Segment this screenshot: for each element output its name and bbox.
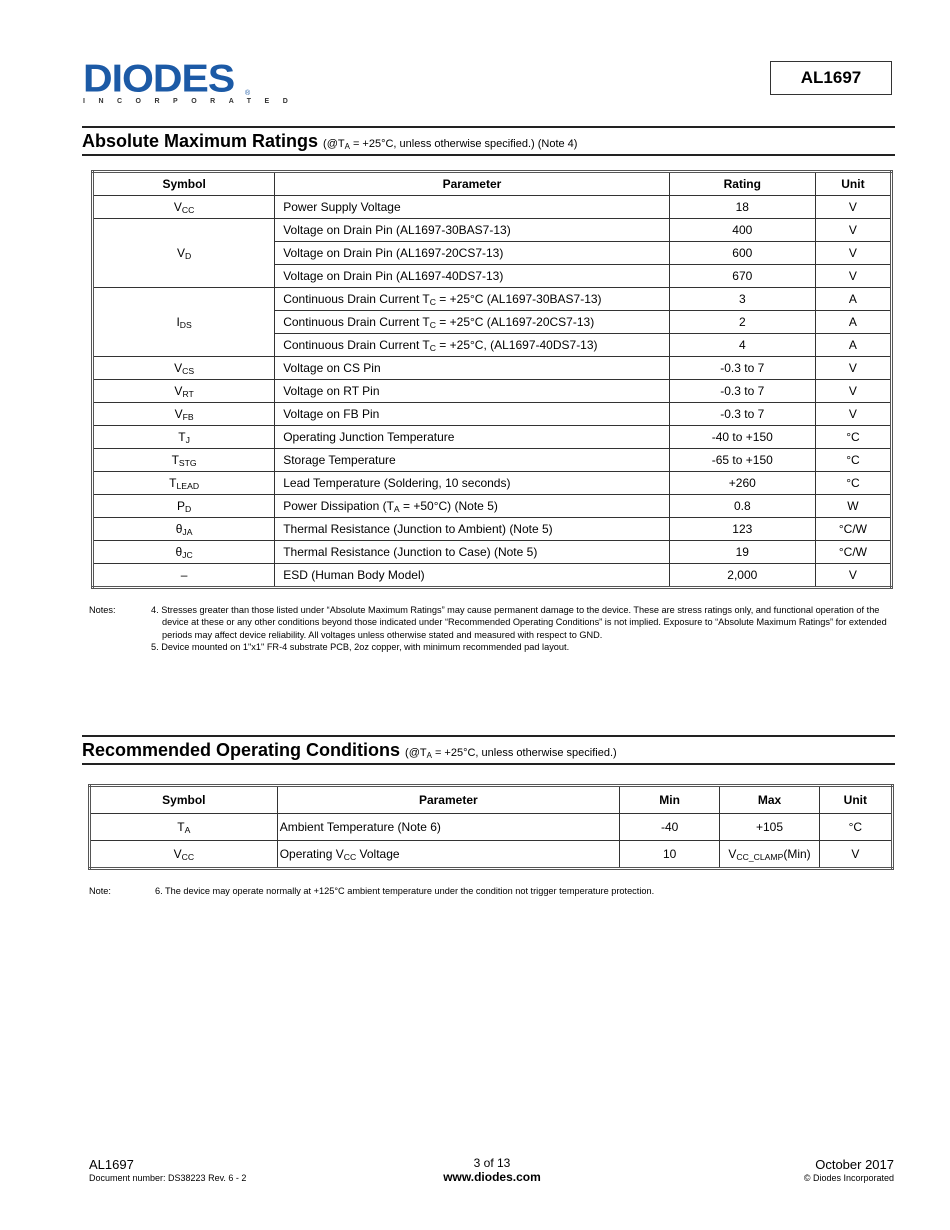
symbol-cell: $\theta_{JC}$ — [93, 541, 275, 564]
symbol-cell: $T_A$ — [90, 814, 278, 841]
rating-cell: 400 — [669, 219, 815, 242]
max-cell: +105 — [720, 814, 819, 841]
symbol-cell: $T_J$ — [93, 426, 275, 449]
abs-max-condition: ($@T_A = +25^\circ C$, unless otherwise specified.) (Note 4) — [323, 138, 578, 151]
table-row — [93, 564, 892, 588]
col-unit: Unit — [815, 172, 891, 196]
parameter-cell: Lead Temperature (Soldering, 10 seconds) — [275, 472, 669, 495]
rating-cell: 18 — [669, 196, 815, 219]
rating-cell: 3 — [669, 288, 815, 311]
symbol-cell: $V_{RT}$ — [93, 380, 275, 403]
parameter-cell: Thermal Resistance (Junction to Ambient) (Note 5) — [275, 518, 669, 541]
rating-cell: 4 — [669, 334, 815, 357]
unit-cell: °C/W — [815, 541, 891, 564]
unit-cell: V — [815, 242, 891, 265]
parameter-cell: Power Dissipation $(T_A = +50^\circ C)$ (Note 5) — [275, 495, 669, 518]
symbol-cell: $V_{CS}$ — [93, 357, 275, 380]
footer-website-link[interactable]: www.diodes.com — [443, 1170, 541, 1184]
unit-cell: V — [815, 380, 891, 403]
col-parameter: Parameter — [275, 172, 669, 196]
rec-op-note — [89, 885, 899, 899]
unit-cell: °C — [815, 426, 891, 449]
rating-cell: -40 to +150 — [669, 426, 815, 449]
abs-max-section-header — [82, 126, 895, 156]
col-min: Min — [619, 786, 719, 814]
parameter-cell: Continuous Drain Current $T_C = +25^\circ C$ (AL1697-20CS7-13) — [275, 311, 669, 334]
unit-cell: V — [819, 841, 892, 869]
symbol-cell: $I_{DS}$ — [93, 288, 275, 357]
rating-cell: 2 — [669, 311, 815, 334]
footer-date: October 2017 — [815, 1157, 894, 1172]
unit-cell: °C — [815, 449, 891, 472]
parameter-cell: Continuous Drain Current $T_C = +25^\circ C$, (AL1697-40DS7-13) — [275, 334, 669, 357]
unit-cell: °C — [815, 472, 891, 495]
abs-max-table — [91, 170, 893, 589]
parameter-cell: Operating $V_{CC}$ Voltage — [277, 841, 619, 869]
unit-cell: V — [815, 219, 891, 242]
notes-body — [150, 604, 890, 653]
symbol-cell: – — [93, 564, 275, 588]
unit-cell: W — [815, 495, 891, 518]
table-row — [93, 426, 892, 449]
footer-part: AL1697 — [89, 1157, 134, 1172]
parameter-cell: Power Supply Voltage — [275, 196, 669, 219]
table-header-row — [93, 172, 892, 196]
table-row — [90, 814, 893, 841]
rating-cell: -65 to +150 — [669, 449, 815, 472]
min-cell: 10 — [619, 841, 719, 869]
note-6: 6. The device may operate normally at +125°C ambient temperature under the condition not trigger temperature protection. — [155, 886, 655, 896]
logo-wordmark: DIODES — [83, 56, 235, 100]
symbol-cell: $P_D$ — [93, 495, 275, 518]
max-cell: $V_{CC\_CLAMP}(Min)$ — [720, 841, 819, 869]
footer-center — [392, 1156, 592, 1184]
table-row — [93, 403, 892, 426]
table-row — [93, 380, 892, 403]
symbol-cell: $T_{LEAD}$ — [93, 472, 275, 495]
parameter-cell: Voltage on Drain Pin (AL1697-30BAS7-13) — [275, 219, 669, 242]
table-row — [93, 219, 892, 242]
table-row — [93, 357, 892, 380]
parameter-cell: ESD (Human Body Model) — [275, 564, 669, 588]
table-row — [93, 288, 892, 311]
rating-cell: 2,000 — [669, 564, 815, 588]
footer-page: 3 of 13 — [473, 1156, 511, 1170]
rating-cell: 123 — [669, 518, 815, 541]
symbol-cell: $\theta_{JA}$ — [93, 518, 275, 541]
parameter-cell: Voltage on RT Pin — [275, 380, 669, 403]
rating-cell: 600 — [669, 242, 815, 265]
parameter-cell: Voltage on Drain Pin (AL1697-20CS7-13) — [275, 242, 669, 265]
symbol-cell: $V_D$ — [93, 219, 275, 288]
diodes-logo — [83, 56, 302, 108]
col-symbol: Symbol — [93, 172, 275, 196]
abs-max-title — [82, 128, 895, 154]
min-cell: -40 — [619, 814, 719, 841]
footer-copyright: © Diodes Incorporated — [803, 1173, 894, 1183]
parameter-cell: Ambient Temperature (Note 6) — [277, 814, 619, 841]
col-max: Max — [720, 786, 819, 814]
note-4: 4. Stresses greater than those listed under “Absolute Maximum Ratings” may cause permanent damage to the device. These are stress ratings only, and functional operation of the device at these or any other conditions beyond those indicated under “Recommended Operating Conditions” is not implied. Exposure to “Absolute Maximum Ratings” for extended periods may affect device reliability. All voltages unless otherwise stated and measured with respect to GND. — [151, 605, 887, 640]
rating-cell: -0.3 to 7 — [669, 380, 815, 403]
table-row — [93, 518, 892, 541]
parameter-cell: Voltage on Drain Pin (AL1697-40DS7-13) — [275, 265, 669, 288]
registered-mark-icon: ® — [245, 90, 251, 97]
unit-cell: V — [815, 265, 891, 288]
table-row — [93, 196, 892, 219]
rec-op-title-text: Recommended Operating Conditions — [82, 740, 401, 760]
rating-cell: +260 — [669, 472, 815, 495]
table-row — [90, 841, 893, 869]
rating-cell: 0.8 — [669, 495, 815, 518]
unit-cell: A — [815, 288, 891, 311]
parameter-cell: Storage Temperature — [275, 449, 669, 472]
parameter-cell: Thermal Resistance (Junction to Case) (Note 5) — [275, 541, 669, 564]
col-rating: Rating — [669, 172, 815, 196]
col-symbol: Symbol — [90, 786, 278, 814]
col-parameter: Parameter — [277, 786, 619, 814]
unit-cell: A — [815, 334, 891, 357]
footer-left — [89, 1157, 246, 1183]
symbol-cell: $V_{CC}$ — [90, 841, 278, 869]
rec-op-table — [88, 784, 894, 870]
note-label: Note: — [89, 886, 111, 896]
table-row — [93, 449, 892, 472]
footer-doc-number: Document number: DS38223 Rev. 6 - 2 — [89, 1173, 247, 1183]
symbol-cell: $T_{STG}$ — [93, 449, 275, 472]
unit-cell: V — [815, 196, 891, 219]
note-5: 5. Device mounted on 1"x1" FR-4 substrate PCB, 2oz copper, with minimum recommended pad layout. — [151, 641, 570, 652]
table-row — [93, 495, 892, 518]
footer-right — [804, 1157, 894, 1183]
part-number-box: AL1697 — [770, 61, 892, 95]
unit-cell: A — [815, 311, 891, 334]
symbol-cell: $V_{CC}$ — [93, 196, 275, 219]
rating-cell: -0.3 to 7 — [669, 403, 815, 426]
table-row — [93, 541, 892, 564]
rec-op-title — [82, 737, 895, 763]
table-row — [93, 472, 892, 495]
col-unit: Unit — [819, 786, 892, 814]
rating-cell: 670 — [669, 265, 815, 288]
unit-cell: V — [815, 357, 891, 380]
logo-subtitle: INCORPORATED — [83, 98, 302, 105]
parameter-cell: Continuous Drain Current $T_C = +25^\circ C$ (AL1697-30BAS7-13) — [275, 288, 669, 311]
table-header-row — [90, 786, 893, 814]
parameter-cell: Operating Junction Temperature — [275, 426, 669, 449]
parameter-cell: Voltage on CS Pin — [275, 357, 669, 380]
abs-max-notes — [89, 604, 899, 668]
notes-label: Notes: — [89, 605, 116, 615]
rating-cell: 19 — [669, 541, 815, 564]
symbol-cell: $V_{FB}$ — [93, 403, 275, 426]
rec-op-section-header — [82, 735, 895, 765]
parameter-cell: Voltage on FB Pin — [275, 403, 669, 426]
unit-cell: °C/W — [815, 518, 891, 541]
abs-max-title-text: Absolute Maximum Ratings — [82, 131, 319, 151]
unit-cell: °C — [819, 814, 892, 841]
unit-cell: V — [815, 403, 891, 426]
unit-cell: V — [815, 564, 891, 588]
rec-op-condition: ($@T_A = +25^\circ C$, unless otherwise specified.) — [405, 747, 617, 760]
rating-cell: -0.3 to 7 — [669, 357, 815, 380]
